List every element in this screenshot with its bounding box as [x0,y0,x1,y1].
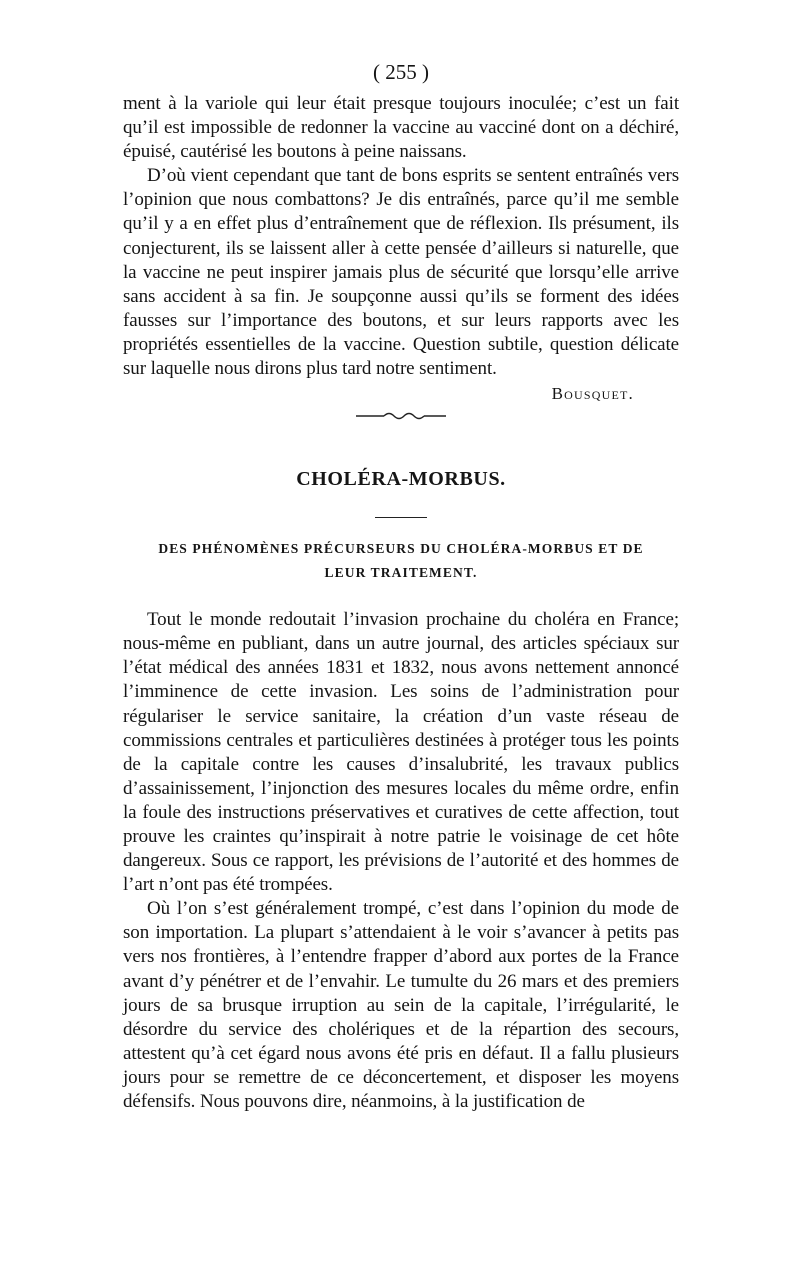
section-body [123,608,679,1114]
continuation-paragraph-1: ment à la variole qui leur était presque toujours inoculée; c’est un fait qu’il est impossible de redonner la vaccine au vacciné dont on a déchiré, épuisé, cautérisé les boutons à peine naissans. [123,93,679,163]
continuation-paragraph-2: D’où vient cependant que tant de bons esprits se sentent entraînés vers l’opinion que nous combattons? Je dis entraînés, parce qu’il me semble qu’il y a en effet plus d’entraînement que de réflexion. Ils présument, ils conjecturent, ils se laissent aller à cette pensée d’ailleurs si naturelle, que la vaccine ne peut inspirer jamais plus de sécurité que lorsqu’elle arrive sans accident à sa fin. Je soupçonne aussi qu’ils se forment des idées fausses sur l’importance des boutons, et sur leurs rapports avec les propriétés essentielles de la vaccine. Question subtile, question délicate sur laquelle nous dirons plus tard notre sentiment. [123,165,679,380]
ornament-divider-icon [356,409,446,423]
section-title: CHOLÉRA-MORBUS. [296,468,506,491]
book-page [123,58,679,1114]
subtitle-line-1: DES PHÉNOMÈNES PRÉCURSEURS DU CHOLÉRA-MORBUS ET DE [158,541,644,557]
section-subtitle [123,537,679,585]
title-rule [375,517,427,518]
author-signature: Bousquet. [551,384,634,404]
subtitle-line-2: LEUR TRAITEMENT. [324,565,478,581]
continuation-text [123,92,679,381]
section-paragraph-1: Tout le monde redoutait l’invasion prochaine du choléra en France; nous-même en publiant, dans un autre journal, des articles spéciaux sur l’état médical des années 1831 et 1832, nous avons nettement annoncé l’imminence de cette invasion. Les soins de l’administration pour régulariser le service sanitaire, la création d’un vaste réseau de commissions centrales et particulières destinées à protéger tous les points de la capitale contre les causes d’insalubrité, les travaux publics d’assainissement, l’injonction des mesures locales du même ordre, enfin la foule des instructions préservatives et curatives de cette affection, tout prouve les craintes qu’inspirait à notre patrie le voisinage de cet hôte dangereux. Sous ce rapport, les prévisions de l’autorité et des hommes de l’art n’ont pas été trompées. [123,609,679,896]
page-number: ( 255 ) [373,60,429,84]
section-paragraph-2: Où l’on s’est généralement trompé, c’est dans l’opinion du mode de son importation. La plupart s’attendaient à le voir s’avancer à petits pas vers nos frontières, à l’entendre frapper d’abord aux portes de la France avant d’y pénétrer et de l’envahir. Le tumulte du 26 mars et des premiers jours de sa brusque irruption au sein de la capitale, l’irrégularité, le désordre du service des cholériques et de la répartion des secours, attestent qu’à cet égard nous avons été pris en défaut. Il a fallu plusieurs jours pour se remettre de ce déconcertement, et disposer les moyens défensifs. Nous pouvons dire, néanmoins, à la justification de [123,898,679,1112]
